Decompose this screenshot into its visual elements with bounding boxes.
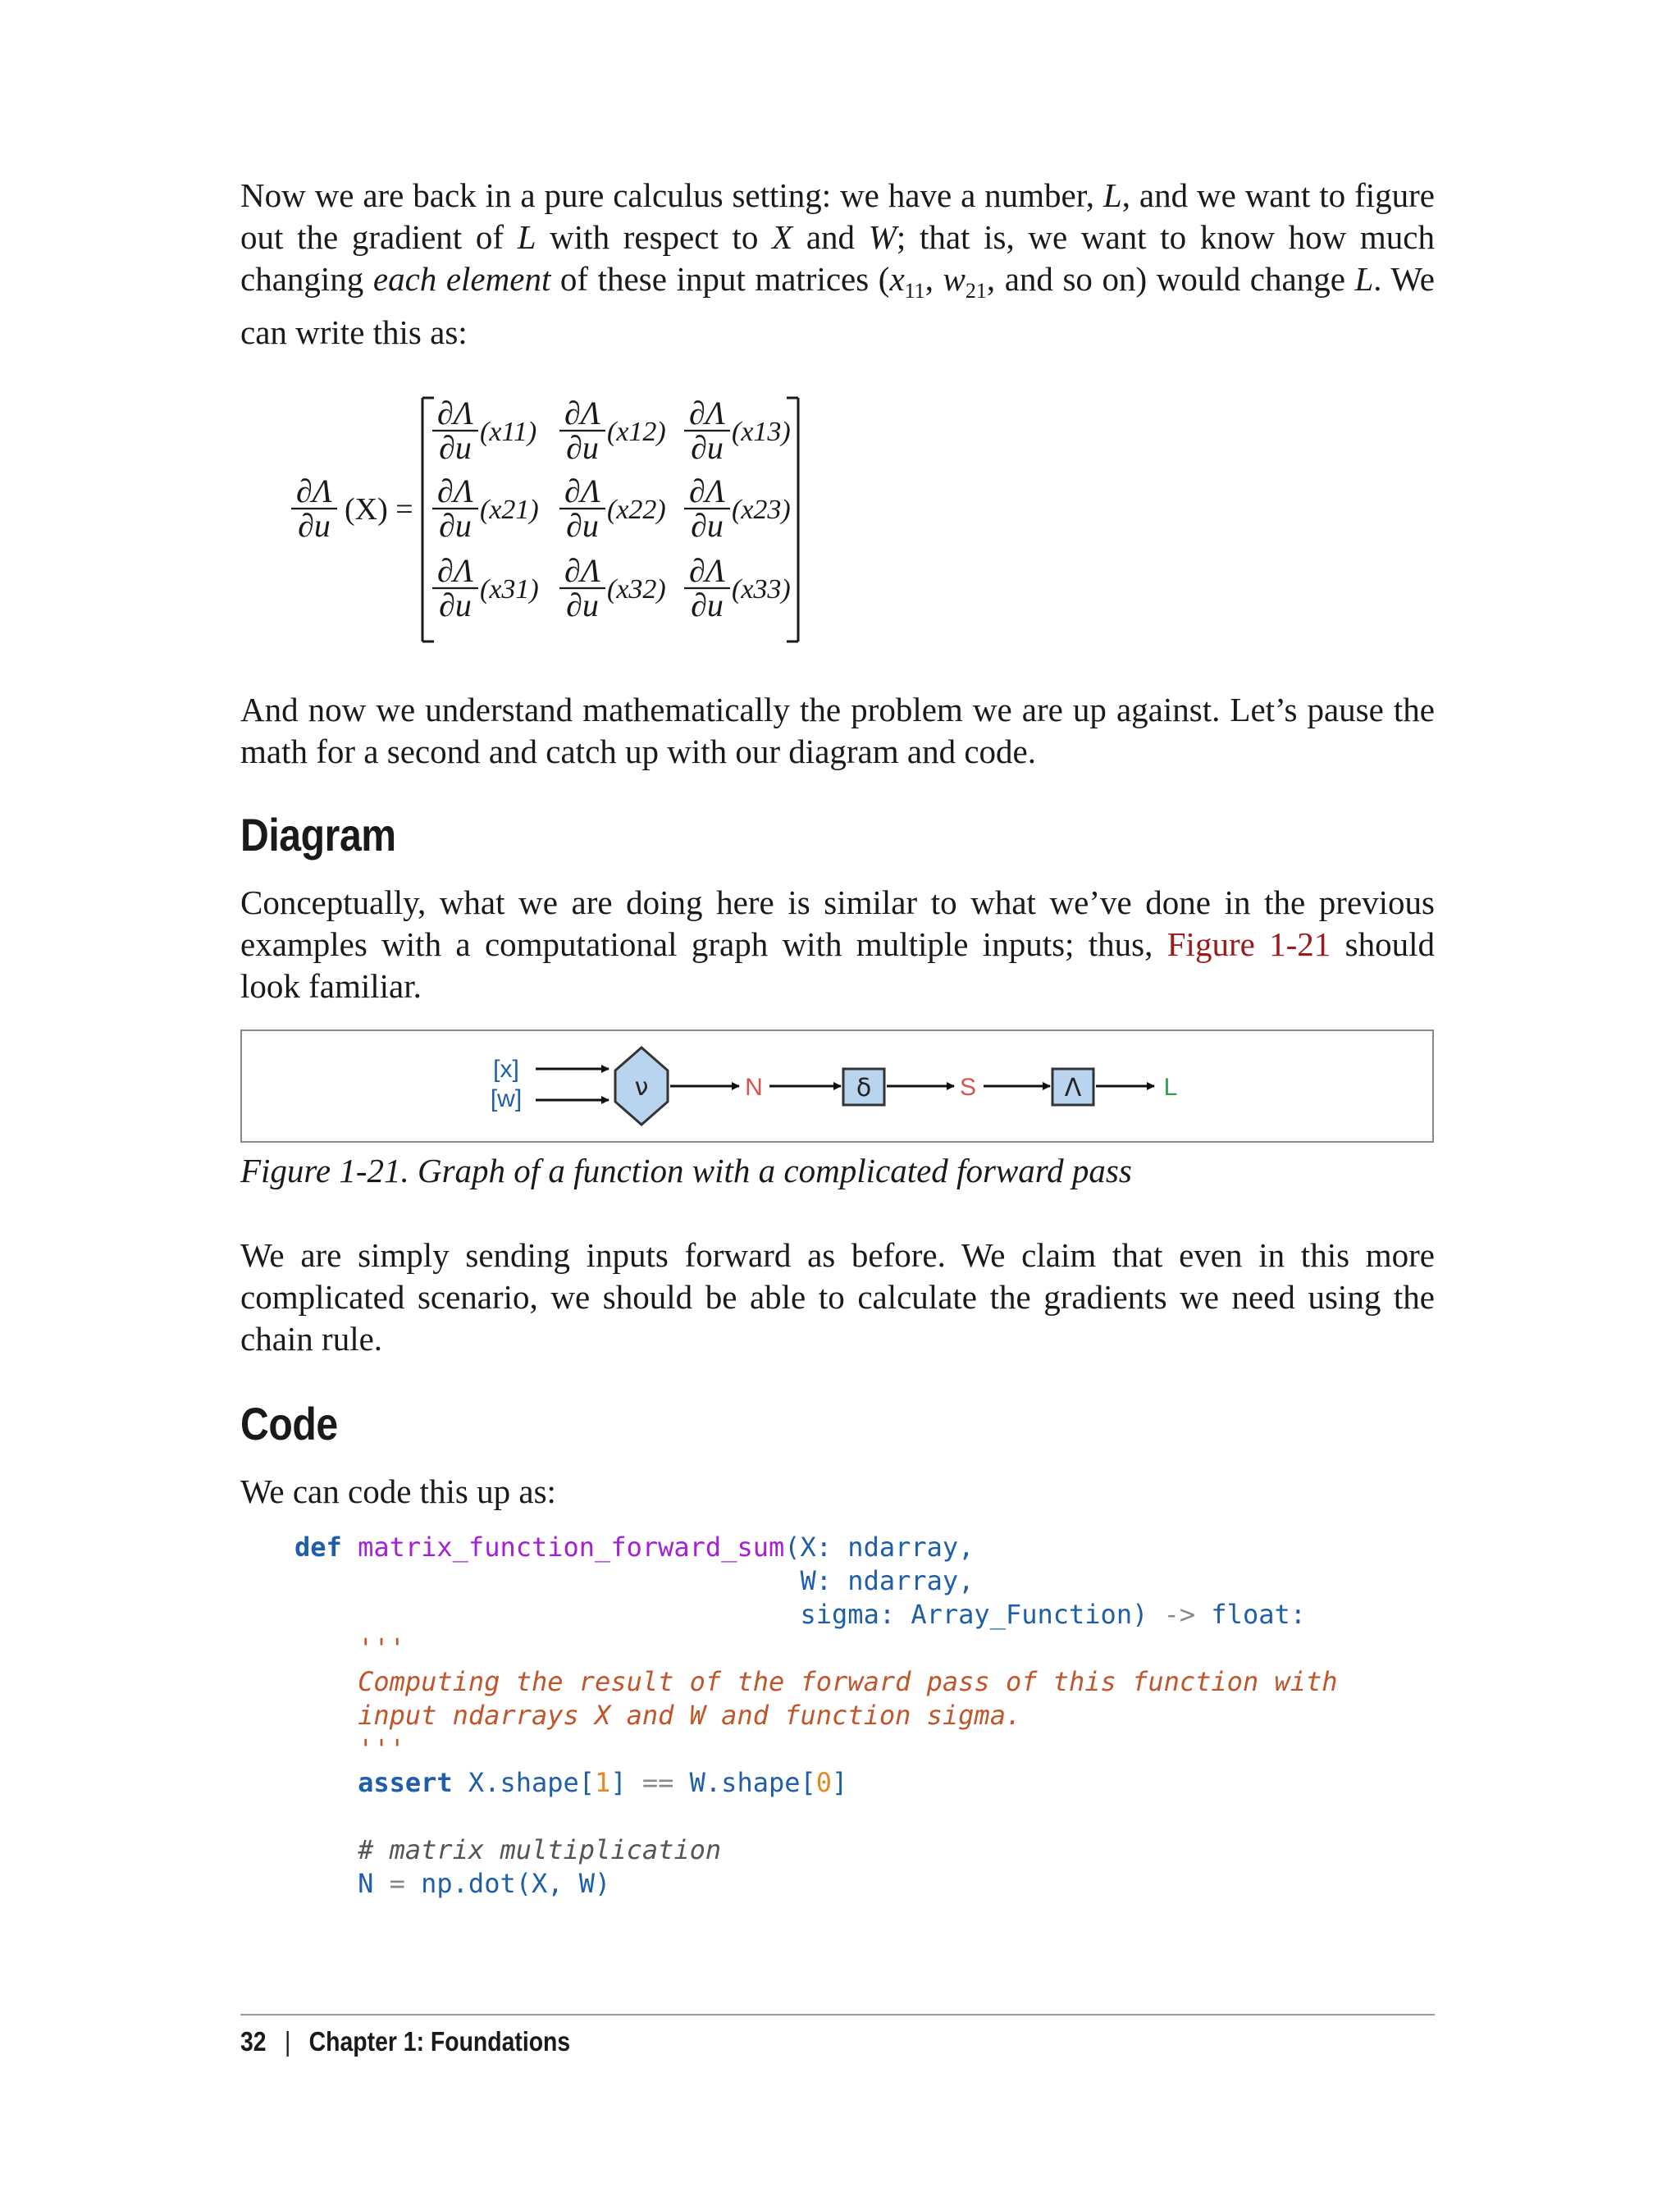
entry-12-argument: (x12) — [607, 417, 666, 447]
entry-12-fraction-denominator: ∂u — [566, 429, 599, 466]
entry-11-fraction-denominator: ∂u — [439, 429, 472, 466]
entry-33-argument: (x33) — [732, 574, 791, 605]
code-block: def matrix_function_forward_sum(X: ndarray, W: ndarray, sigma: Array_Function) -> float: ''' Computing the result of the forward pass of this function with input ndarrays X and W and function sigma. ''' assert X.shape[1] == W.shape[0] # matrix multiplication N = np.dot(X, W) — [294, 1532, 1338, 1899]
entry-11-fraction-numerator: ∂Λ — [437, 395, 473, 431]
gradient-matrix-equation — [0, 386, 1680, 656]
figure-caption: Figure 1-21. Graph of a function with a complicated forward pass — [240, 1152, 1132, 1189]
entry-33-fraction-numerator: ∂Λ — [689, 552, 725, 589]
footer-rule — [240, 2014, 1435, 2016]
entry-22-fraction-numerator: ∂Λ — [564, 472, 600, 509]
entry-21-fraction-denominator: ∂u — [439, 507, 472, 544]
lambda-label: Λ — [1064, 1074, 1082, 1102]
lhs-fraction-denominator: ∂u — [298, 507, 331, 544]
page-number: 32 — [240, 2026, 267, 2057]
forward-paragraph: We are simply sending inputs forward as before. We claim that even in this more complicated scenario, we should be able to calculate the gradients we need using the chain rule. — [240, 1236, 1435, 1358]
entry-23-fraction-numerator: ∂Λ — [689, 472, 725, 509]
diagram-paragraph: Conceptually, what we are doing here is similar to what we’ve done in the previous examples with a computational graph with multiple inputs; thus, Figure 1-21 should look familiar. — [240, 883, 1436, 1005]
code-intro-paragraph: We can code this up as: — [240, 1472, 556, 1510]
n-label: N — [745, 1074, 763, 1101]
entry-22-argument: (x22) — [607, 495, 666, 525]
entry-12-fraction-numerator: ∂Λ — [564, 395, 600, 431]
diagram-heading: Diagram — [240, 809, 396, 861]
entry-11-argument: (x11) — [480, 417, 537, 447]
entry-31-argument: (x31) — [480, 574, 539, 605]
footer-separator: | — [284, 2026, 291, 2057]
code-heading: Code — [240, 1398, 338, 1449]
figure-box — [240, 1029, 1434, 1143]
input-w-label: [w] — [490, 1085, 523, 1112]
lhs-fraction-numerator: ∂Λ — [296, 472, 332, 509]
figure-link[interactable]: Figure 1-21 — [1166, 925, 1331, 963]
entry-32-fraction-denominator: ∂u — [566, 587, 599, 623]
entry-13-fraction-denominator: ∂u — [691, 429, 724, 466]
entry-31-fraction-numerator: ∂Λ — [437, 552, 473, 589]
entry-32-argument: (x32) — [607, 574, 666, 605]
entry-21-argument: (x21) — [480, 495, 539, 525]
entry-13-fraction-numerator: ∂Λ — [689, 395, 725, 431]
delta-label: δ — [856, 1074, 872, 1102]
input-x-label: [x] — [493, 1056, 519, 1083]
entry-21-fraction-numerator: ∂Λ — [437, 472, 473, 509]
nu-label: ν — [634, 1073, 649, 1102]
lhs-argument: (X) = — [345, 492, 413, 527]
entry-23-argument: (x23) — [732, 495, 791, 525]
page-footer — [240, 2026, 570, 2057]
entry-22-fraction-denominator: ∂u — [566, 507, 599, 544]
intro-paragraph: Now we are back in a pure calculus setting: we have a number, L, and we want to figure out the gradient of L with respect to X and W; that is, we want to know how much changing each element of these input matrices ($x_{11}$, $w_{21}$, and so on) would change L. We can write this as: — [240, 176, 1435, 352]
l-label: L — [1163, 1074, 1178, 1101]
entry-31-fraction-denominator: ∂u — [439, 587, 472, 623]
entry-23-fraction-denominator: ∂u — [691, 507, 724, 544]
chapter-title: Chapter 1: Foundations — [308, 2026, 571, 2057]
math-summary-paragraph: And now we understand mathematically the problem we are up against. Let’s pause the math for a second and catch up with our diagram and code. — [240, 691, 1435, 770]
entry-32-fraction-numerator: ∂Λ — [564, 552, 600, 589]
s-label: S — [959, 1074, 977, 1101]
entry-13-argument: (x13) — [732, 417, 791, 447]
entry-33-fraction-denominator: ∂u — [691, 587, 724, 623]
